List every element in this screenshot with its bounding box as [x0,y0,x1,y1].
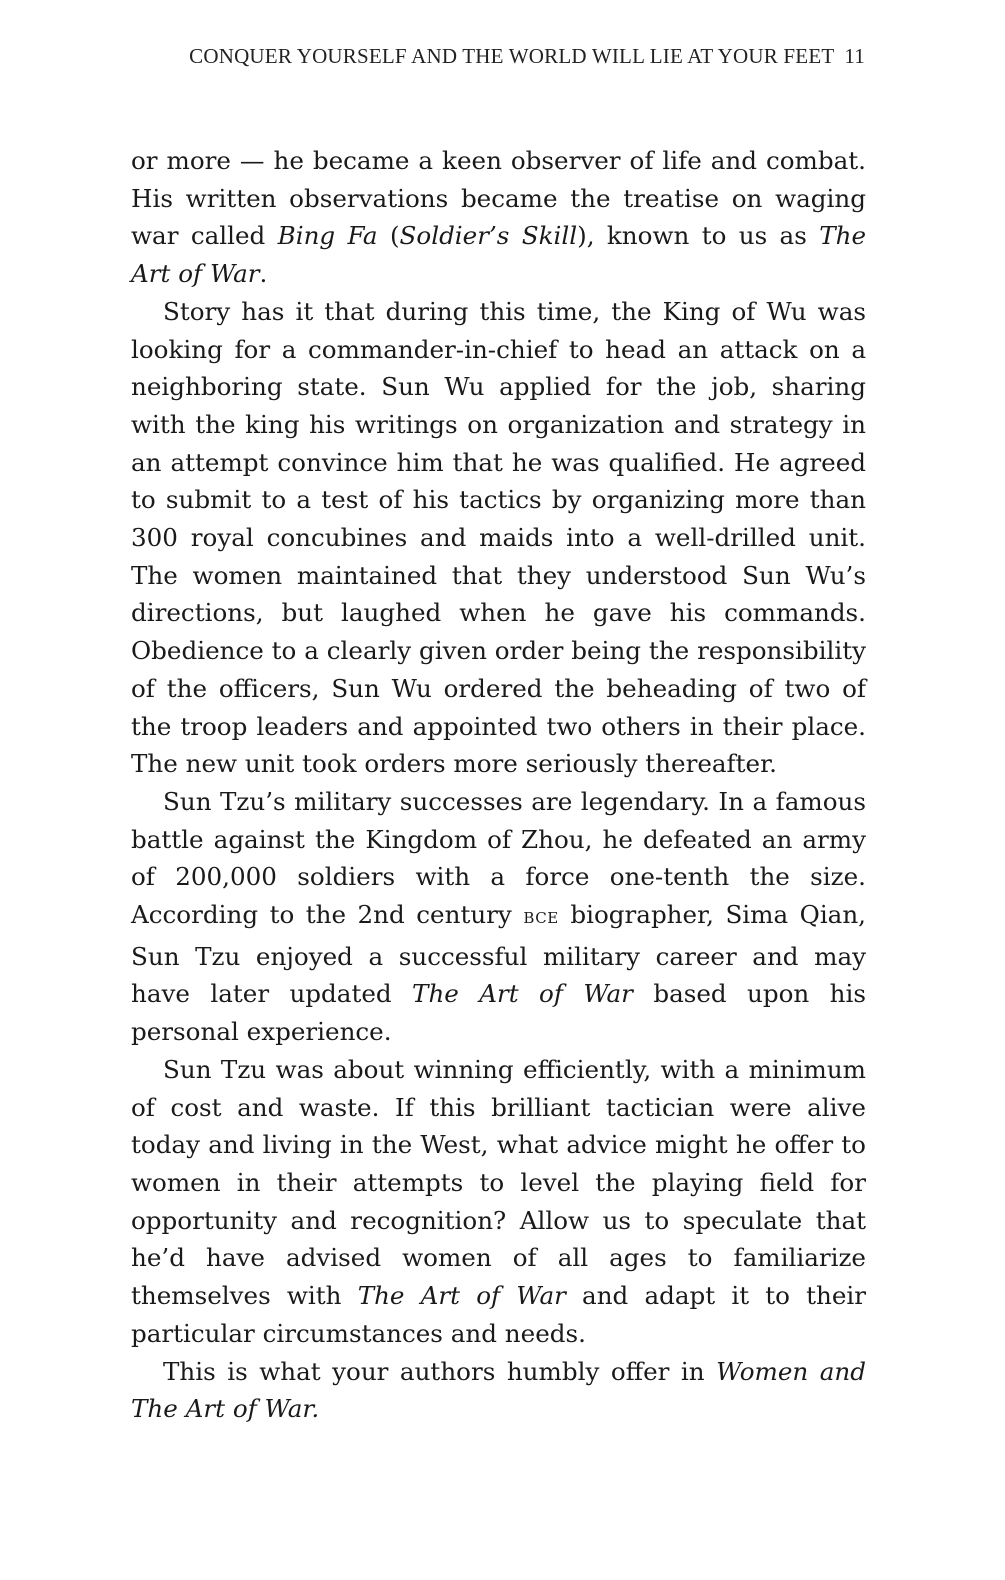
italic-title-art-of-war: The Art of War [357,1281,566,1311]
paragraph-1 [131,142,866,293]
italic-title-bing-fa: Bing Fa [277,221,378,251]
paragraph-3 [131,783,866,1051]
text-span: based upon his personal experience. [131,979,866,1047]
small-caps-bce: BCE [523,909,559,928]
text-span: and adapt it to their particular circumstances and needs. [131,1281,866,1348]
paragraph-2: Story has it that during this time, the King of Wu was looking for a commander-in-chief to head an attack on a neighboring state. Sun Wu applied for the job, sharing with the king his writings on organization and strategy in an attempt convince him that he was qualified. He agreed to submit to a test of his tactics by organizing more than 300 royal concubines and maids into a well-drilled unit. The women maintained that they understood Sun Wu’s directions, but laughed when he gave his commands. Obedience to a clearly given order being the responsibility of the officers, Sun Wu ordered the beheading of two of the troop leaders and appointed two others in their place. The new unit took orders more seriously thereafter. [131,296,866,779]
paragraph-4 [131,1051,866,1353]
paragraph-5 [131,1353,866,1428]
text-span: or more — he became a keen observer of life and combat. His written observations became the treatise on waging war called [131,146,866,251]
italic-title-soldiers-skill: Soldier’s Skill [399,221,578,251]
italic-title-women-and-the-art-of-war: Women and The Art of War. [131,1356,866,1424]
text-span: ), known to us as [577,221,820,251]
text-span: ( [377,221,400,251]
text-span: biographer, Sima Qian, Sun Tzu enjoyed a successful military career and may have later updated [131,900,867,1009]
italic-title-art-of-war: The Art of War [131,221,867,289]
text-span: Sun Tzu was about winning efficiently, with a minimum of cost and waste. If this brilliant tactician were alive today and living in the West, what advice might he offer to women in their attempts to level the playing field for opportunity and recognition? Allow us to speculate that he’d have advised women of all ages to familiarize themselves with [131,1054,866,1311]
body-text [131,142,866,1428]
running-title: CONQUER YOURSELF AND THE WORLD WILL LIE AT YOUR FEET [189,44,835,68]
text-span: . [259,259,268,289]
running-header [189,44,865,69]
italic-title-art-of-war: The Art of War [412,979,633,1009]
text-span: Sun Tzu’s military successes are legendary. In a famous battle against the Kingdom of Zhou, he defeated an army of 200,000 soldiers with a force one-tenth the size. According to the 2nd century [131,786,866,930]
text-span: This is what your authors humbly offer in [163,1356,717,1386]
page-number: 11 [844,44,865,68]
